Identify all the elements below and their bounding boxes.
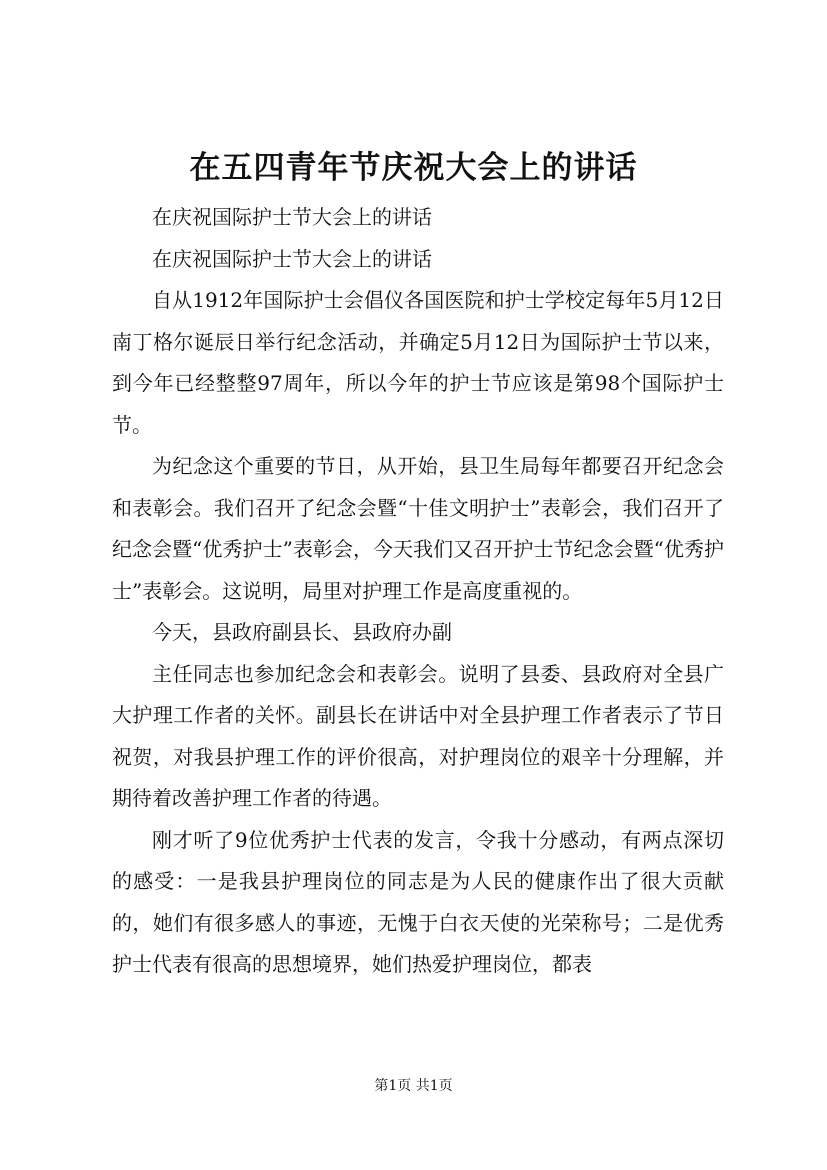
document-body [112,197,724,986]
paragraph: 主任同志也参加纪念会和表彰会。说明了县委、县政府对全县广大护理工作者的关怀。副县长在讲话中对全县护理工作者表示了节日祝贺，对我县护理工作的评价很高，对护理岗位的艰辛十分理解，并期待着改善护理工作者的待遇。 [112,661,724,810]
paragraph: 今天，县政府副县长、县政府办副 [152,620,452,644]
paragraph: 为纪念这个重要的节日，从开始，县卫生局每年都要召开纪念会和表彰会。我们召开了纪念会暨“十佳文明护士”表彰会，我们召开了纪念会暨“优秀护士”表彰会，今天我们又召开护士节纪念会暨“优秀护士”表彰会。这说明，局里对护理工作是高度重视的。 [112,454,724,603]
paragraph: 在庆祝国际护士节大会上的讲话 [152,205,432,229]
paragraph: 在庆祝国际护士节大会上的讲话 [152,246,432,271]
page-number-footer: 第1页 共1页 [374,1078,453,1094]
document-title: 在五四青年节庆祝大会上的讲话 [189,150,638,186]
paragraph: 刚才听了9位优秀护士代表的发言，令我十分感动，有两点深切的感受：一是我县护理岗位的同志是为人民的健康作出了很大贡献的，她们有很多感人的事迹，无愧于白衣天使的光荣称号；二是优秀护士代表有很高的思想境界，她们热爱护理岗位，都表 [112,827,724,976]
paragraph: 自从1912年国际护士会倡仪各国医院和护士学校定每年5月12日南丁格尔诞辰日举行纪念活动，并确定5月12日为国际护士节以来，到今年已经整整97周年，所以今年的护士节应该是第98个国际护士节。 [112,288,724,437]
